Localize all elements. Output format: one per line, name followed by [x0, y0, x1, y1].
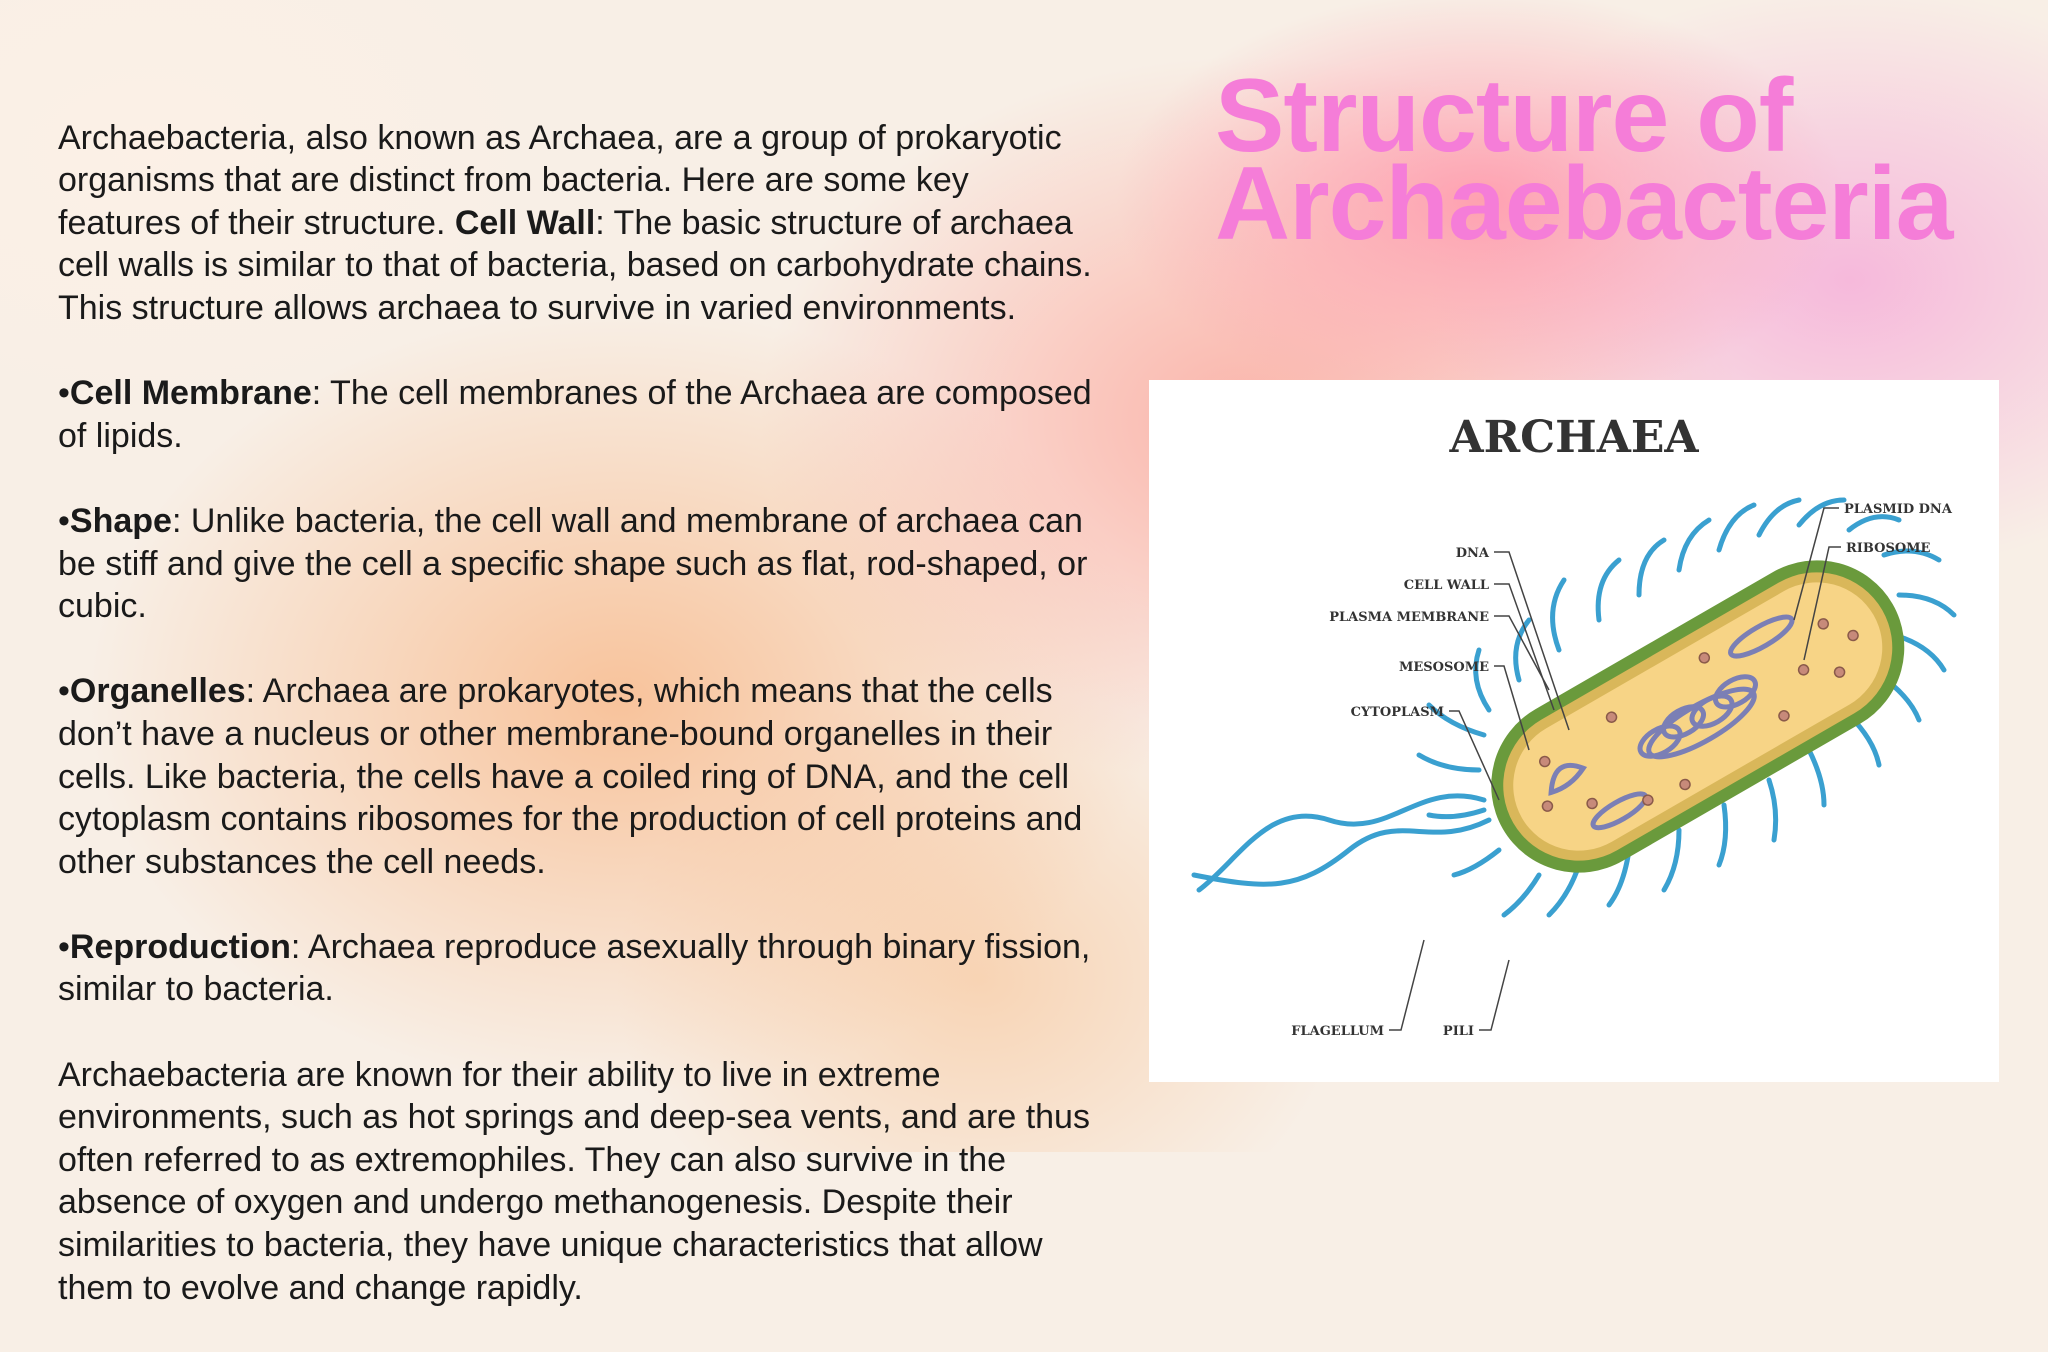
label-flagellum: FLAGELLUM: [1291, 1024, 1384, 1039]
label-plasmid-dna: PLASMID DNA: [1844, 502, 1952, 517]
feature-term-organelles: Organelles: [69, 672, 246, 711]
bullet: •: [58, 672, 70, 711]
feature-term-reproduction: Reproduction: [69, 927, 291, 966]
label-dna: DNA: [1455, 546, 1489, 561]
bullet: •: [58, 927, 70, 966]
feature-term-shape: Shape: [69, 501, 172, 540]
feature-cell-membrane: [58, 372, 1098, 457]
feature-shape: [58, 500, 1098, 628]
diagram-heading: ARCHAEA: [1449, 412, 1699, 463]
intro-paragraph: [58, 117, 1098, 330]
feature-desc-organelles: : Archaea are prokaryotes, which means that the cells don’t have a nucleus or other membrane-bound organelles in their cells. Like bacteria, the cells have a coiled ring of DNA, and the cell cytoplasm contains ribosomes for the production of cell proteins and other substances the cell needs.: [58, 672, 1083, 881]
feature-reproduction: [58, 926, 1098, 1011]
flagellum: [1194, 796, 1489, 890]
feature-desc-shape: : Unlike bacteria, the cell wall and membrane of archaea can be stiff and give the cell a specific shape such as flat, rod-shaped, or cubic.: [58, 501, 1088, 626]
label-ribosome: RIBOSOME: [1846, 541, 1931, 556]
label-plasma-membrane: PLASMA MEMBRANE: [1329, 610, 1489, 625]
feature-desc-cell-wall: : The basic structure of archaea cell walls is similar to that of bacteria, based on carbohydrate chains. This structure allows archaea to survive in varied environments.: [58, 203, 1092, 327]
label-cytoplasm: CYTOPLASM: [1350, 705, 1444, 720]
feature-term-cell-wall: Cell Wall: [454, 203, 596, 242]
feature-term-cell-membrane: Cell Membrane: [69, 374, 312, 413]
title-line-2: Archaebacteria: [1215, 146, 1953, 262]
title-line-1: Structure of: [1215, 58, 1793, 174]
conclusion-paragraph: Archaebacteria are known for their ability to live in extreme environments, such as hot springs and deep-sea vents, and are thus often referred to as extremophiles. They can also survive in the absence of oxygen and undergo methanogenesis. Despite their similarities to bacteria, they have unique characteristics that allow them to evolve and change rapidly.: [58, 1055, 1090, 1307]
bullet: •: [58, 374, 70, 413]
archaea-diagram: [1149, 380, 1999, 1082]
label-mesosome: MESOSOME: [1398, 660, 1489, 675]
feature-desc-cell-membrane: : The cell membranes of the Archaea are composed of lipids.: [58, 374, 1092, 455]
feature-desc-reproduction: : Archaea reproduce asexually through binary fission, similar to bacteria.: [58, 927, 1091, 1009]
bullet: •: [58, 501, 70, 540]
body-text: [58, 74, 1098, 1352]
slide-title: [1215, 58, 2035, 262]
archaea-diagram-svg: [1149, 380, 1999, 1082]
label-cell-wall: CELL WALL: [1403, 578, 1489, 593]
feature-organelles: [58, 670, 1098, 883]
cell-body: [1459, 528, 1936, 905]
intro-text: Archaebacteria, also known as Archaea, are a group of prokaryotic organisms that are distinct from bacteria. Here are some key features of their structure.: [58, 118, 1062, 242]
label-pili: PILI: [1442, 1024, 1474, 1039]
